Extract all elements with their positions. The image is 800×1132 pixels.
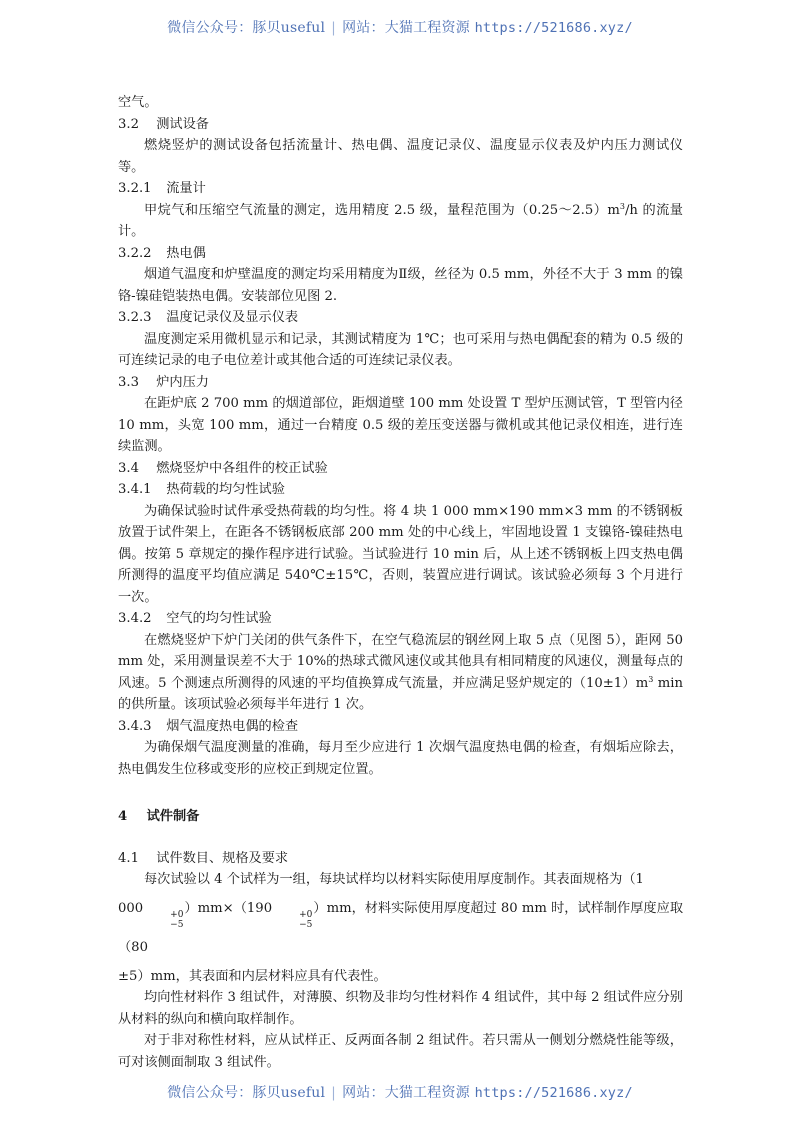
section-3-2-1-heading: 3.2.1 流量计 <box>118 181 206 196</box>
section-3-2-1-paragraph: 甲烷气和压缩空气流量的测定，选用精度 2.5 级，量程范围为$(0.25\sim 2.5)m^3/h$ 的流量计。 <box>118 201 683 239</box>
section-3-2-heading: 3.2 测试设备 <box>118 116 209 132</box>
section-3-4-1-heading: 3.4.1 热荷载的均匀性试验 <box>118 482 285 497</box>
section-3-2-paragraph: 燃烧竖炉的测试设备包括流量计、热电偶、温度记录仪、温度显示仪表及炉内压力测试仪等。 <box>118 138 683 175</box>
site-label: 网站：大猫工程资源 <box>342 20 470 36</box>
tolerance-1: +0 −5 <box>170 909 184 930</box>
site-url: https://521686.xyz/ <box>474 1085 633 1101</box>
section-3-4-heading: 3.4 燃烧竖炉中各组件的校正试验 <box>118 460 328 476</box>
tolerance-2: +0 −5 <box>299 909 313 930</box>
section-3-4-2-paragraph: 在燃烧竖炉下炉门关闭的供气条件下，在空气稳流层的钢丝网上取 5 点（见图 5），距网 50 mm 处，采用测量误差不大于 10%的热球式微风速仪或其他具有相同精度的风速仪，测量每点的风速。5 个测速点所测得的风速的平均值换算成气流量，并应满足竖炉规定的$(10\pm 1)m^3$ min 的供所量。该项试验必须每半年进行 1 次。 <box>118 632 683 712</box>
section-3-4-2-heading: 3.4.2 空气的均匀性试验 <box>118 611 272 626</box>
section-3-3-heading: 3.3 炉内压力 <box>118 374 209 390</box>
site-url: https://521686.xyz/ <box>474 20 633 36</box>
section-3-4-1-paragraph: 为确保试验时试件承受热荷载的均匀性。将 4 块 1 000 mm×190 mm×3 mm 的不锈钢板放置于试件架上，在距各不锈钢板底部 200 mm 处的中心线上，牢固地设置 1 支镍铬-镍硅热电偶。按第 5 章规定的操作程序进行试验。当试验进行 10 min 后，从上述不锈钢板上四支热电偶所测得的温度平均值应满足 540℃±15℃，否则，装置应进行调试。该试验必须每 3 个月进行一次。 <box>118 503 683 605</box>
separator: | <box>331 1085 337 1101</box>
watermark-header <box>0 17 800 37</box>
site-label: 网站：大猫工程资源 <box>342 1085 470 1101</box>
lead-fragment: 空气。 <box>118 95 158 110</box>
tolerance-line: 000 +0 −5 ）mm×（190 +0 −5 ）mm，材料实际使用厚度超过 80 mm 时，试样制作厚度应取（80 <box>118 900 684 955</box>
section-4-1-paragraph-1: 每次试验以 4 个试样为一组，每块试样均以材料实际使用厚度制作。其表面规格为（1 000 +0 −5 ）mm×（190 +0 −5 ）mm，材料实际使用厚度超过 80 mm 时，试样制作厚度应取（80 ±5）mm，其表面和内层材料应具有代表性。 <box>118 872 684 984</box>
section-4-1-paragraph-3: 对于非对称性材料，应从试样正、反两面各制 2 组试件。若只需从一侧划分燃烧性能等级，可对该侧面制取 3 组试件。 <box>118 1033 683 1070</box>
document-page <box>118 92 683 1073</box>
section-3-2-3-paragraph: 温度测定采用微机显示和记录，其测试精度为 1℃；也可采用与热电偶配套的精为 0.5 级的可连续记录的电子电位差计或其他合适的可连续记录仪表。 <box>118 331 683 368</box>
section-4-1-heading: 4.1 试件数目、规格及要求 <box>118 850 289 866</box>
section-3-3-paragraph: 在距炉底 2 700 mm 的烟道部位，距烟道壁 100 mm 处设置 T 型炉压测试管，T 型管内径 10 mm，头宽 100 mm，通过一台精度 0.5 级的差压变送器与微机或其他记录仪相连，进行连续监测。 <box>118 396 683 454</box>
separator: | <box>331 20 337 36</box>
section-3-2-2-heading: 3.2.2 热电偶 <box>118 245 206 261</box>
section-3-2-2-paragraph: 烟道气温度和炉壁温度的测定均采用精度为Ⅱ级，丝径为 0.5 mm，外径不大于 3 mm 的镍铬-镍硅铠装热电偶。安装部位见图 2. <box>118 267 683 304</box>
section-3-2-3-heading: 3.2.3 温度记录仪及显示仪表 <box>118 310 299 325</box>
watermark-footer <box>0 1082 800 1102</box>
section-3-4-3-paragraph: 为确保烟气温度测量的准确，每月至少应进行 1 次烟气温度热电偶的检查，有烟垢应除去，热电偶发生位移或变形的应校正到规定位置。 <box>118 740 683 777</box>
chapter-4-heading: 4 试件制备 <box>118 809 200 824</box>
section-4-1-paragraph-2: 均向性材料作 3 组试件，对薄膜、织物及非均匀性材料作 4 组试件，其中每 2 组试件应分别从材料的纵向和横向取样制作。 <box>118 990 683 1027</box>
section-3-4-3-heading: 3.4.3 烟气温度热电偶的检查 <box>118 718 299 734</box>
wechat-label: 微信公众号：豚贝useful <box>167 1085 326 1101</box>
wechat-label: 微信公众号：豚贝useful <box>167 20 326 36</box>
